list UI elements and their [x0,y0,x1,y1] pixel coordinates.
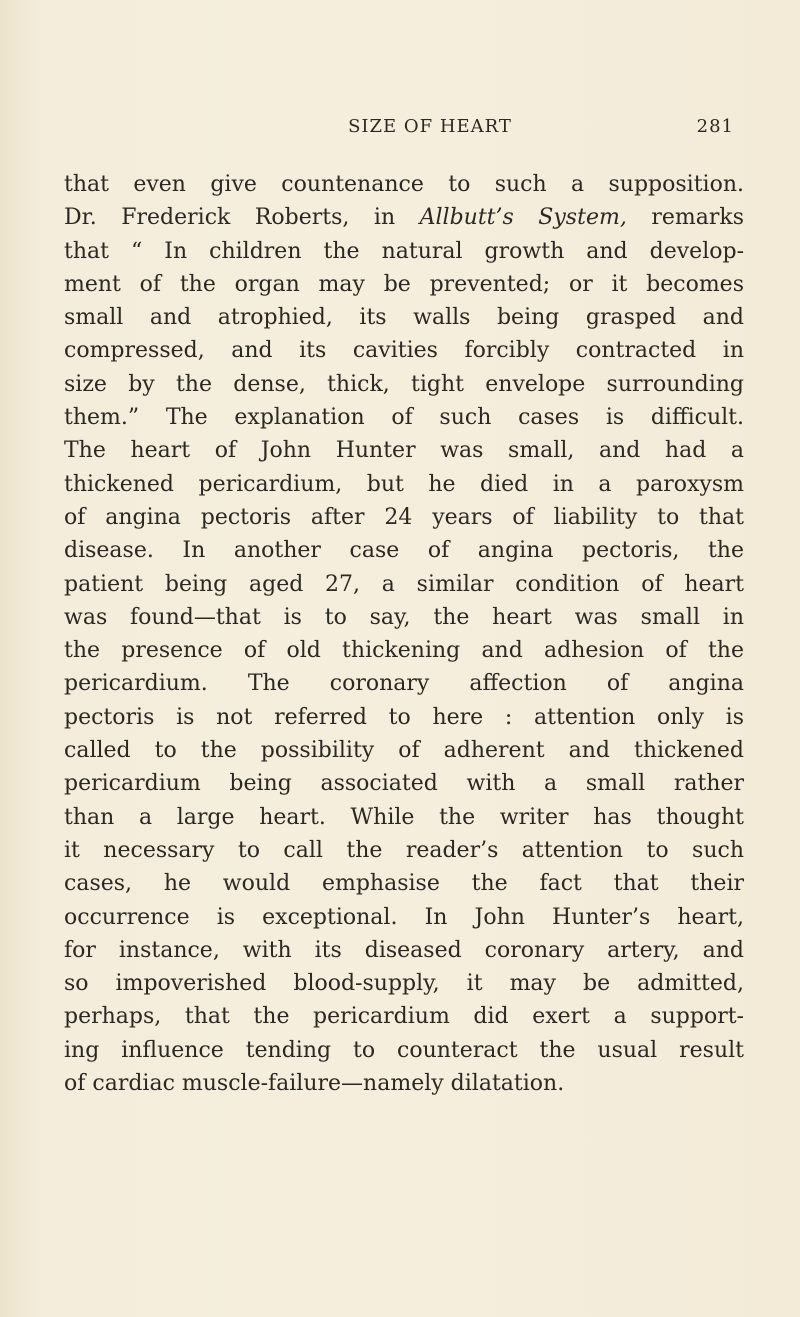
text-line [64,534,744,567]
text-segment: Dr. Frederick Roberts, in [64,205,420,231]
text-line [64,368,744,401]
text-line [64,1000,744,1033]
text-segment: The heart of John Hunter was small, and had a [64,438,744,464]
text-segment: it necessary to call the reader’s attention to such [64,837,744,863]
running-title: SIZE OF HEART [348,116,512,137]
text-segment: perhaps, that the pericardium did exert a support- [64,1004,744,1030]
text-line [64,634,744,667]
text-segment: was found—that is to say, the heart was small in [64,604,744,630]
running-head [0,116,800,146]
text-line [64,434,744,467]
text-segment: size by the dense, thick, tight envelope surrounding [64,371,744,397]
text-segment: disease. In another case of angina pectoris, the [64,538,744,564]
text-segment: pericardium. The coronary affection of angina [64,671,744,697]
text-line [64,468,744,501]
text-line [64,801,744,834]
text-line [64,401,744,434]
text-line [64,834,744,867]
text-line [64,1034,744,1067]
text-segment: ing influence tending to counteract the usual result [64,1037,744,1063]
text-segment: of cardiac muscle-failure—namely dilatation. [64,1071,565,1097]
body-text [64,168,744,1100]
text-segment: cases, he would emphasise the fact that their [64,871,744,897]
text-line [64,568,744,601]
text-line [64,235,744,268]
page-number: 281 [696,116,734,137]
text-line [64,667,744,700]
text-segment: pectoris is not referred to here : attention only is [64,704,744,730]
text-line [64,901,744,934]
text-segment: patient being aged 27, a similar condition of heart [64,571,744,597]
text-line [64,767,744,800]
text-segment: compressed, and its cavities forcibly contracted in [64,338,744,364]
text-line [64,301,744,334]
book-title-italic: Allbutt’s System, [419,205,627,231]
text-segment: so impoverished blood-supply, it may be admitted, [64,971,744,997]
text-line [64,701,744,734]
text-line [64,168,744,201]
text-segment: the presence of old thickening and adhesion of the [64,638,744,664]
text-line [64,501,744,534]
text-segment: thickened pericardium, but he died in a paroxysm [64,471,744,497]
text-line [64,201,744,234]
text-segment: that even give countenance to such a supposition. [64,172,744,197]
text-segment: occurrence is exceptional. In John Hunter’s heart, [64,904,744,930]
text-line [64,734,744,767]
text-segment: than a large heart. While the writer has thought [64,804,744,830]
text-segment: small and atrophied, its walls being grasped and [64,305,744,331]
text-segment: them.” The explanation of such cases is difficult. [64,405,744,431]
text-segment: ment of the organ may be prevented; or it becomes [64,271,744,297]
text-line [64,1067,744,1100]
text-segment: for instance, with its diseased coronary artery, and [64,937,744,963]
text-line [64,268,744,301]
text-line [64,867,744,900]
text-segment: called to the possibility of adherent and thickened [64,738,744,764]
text-line [64,601,744,634]
text-segment: pericardium being associated with a small rather [64,771,744,797]
text-line [64,934,744,967]
text-line [64,334,744,367]
text-line [64,967,744,1000]
text-segment: remarks [626,205,744,231]
text-segment: of angina pectoris after 24 years of liability to that [64,504,744,530]
text-segment: that “ In children the natural growth and develop- [64,238,744,264]
